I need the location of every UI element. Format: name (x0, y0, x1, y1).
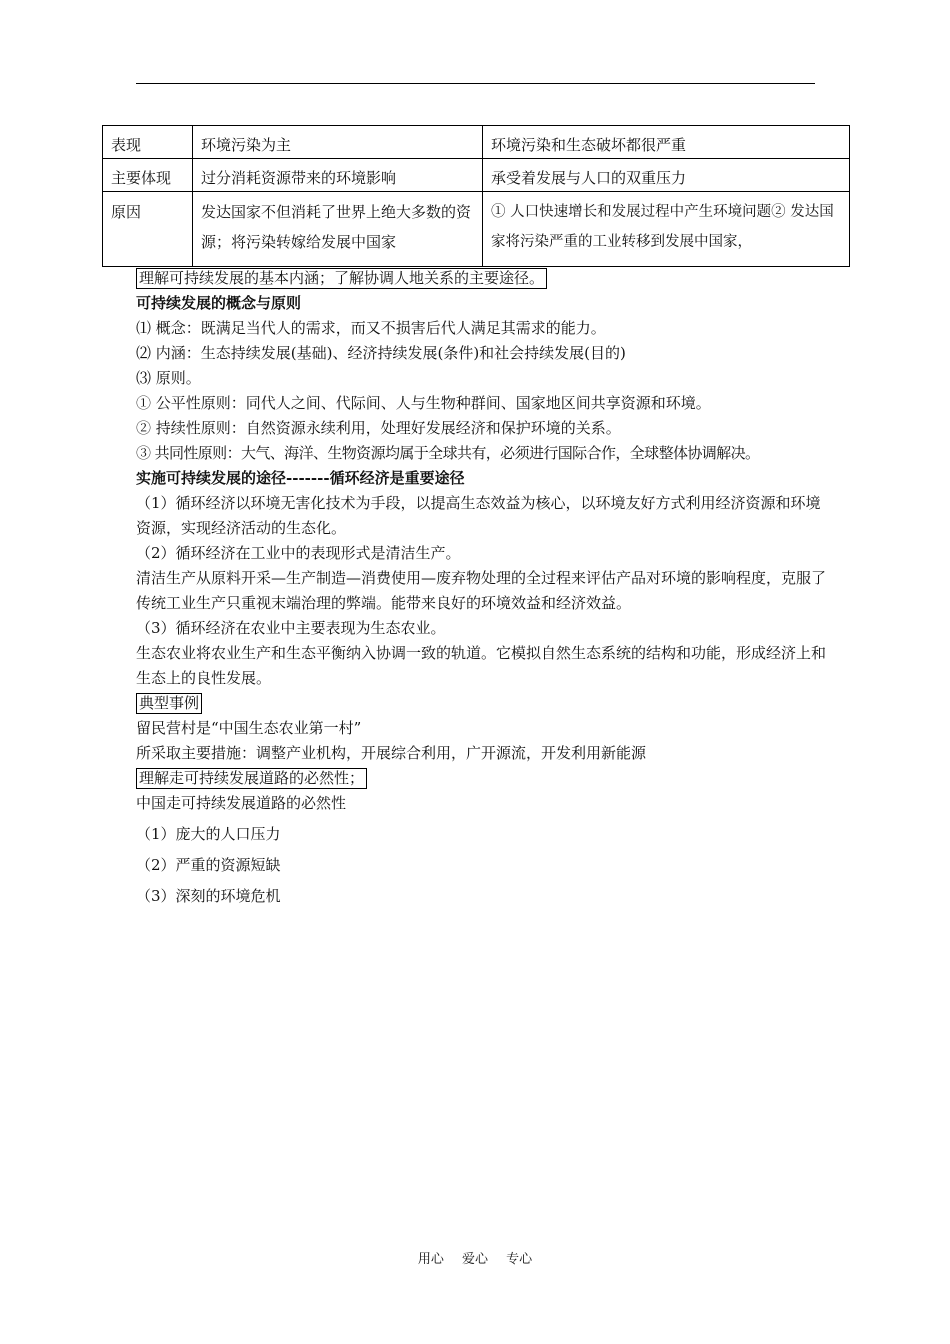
table-cell: 环境污染和生态破坏都很严重 (483, 126, 850, 159)
table-cell: ① 人口快速增长和发展过程中产生环境问题② 发达国家将污染严重的工业转移到发展中国家， (483, 192, 850, 267)
line: （2）循环经济在工业中的表现形式是清洁生产。 (136, 544, 461, 562)
line (136, 766, 826, 791)
table-cell: 原因 (103, 192, 193, 267)
line: ⑶ 原则。 (136, 369, 201, 387)
line: ② 持续性原则：自然资源永续利用，处理好发展经济和保护环境的关系。 (136, 419, 621, 437)
list-item: （2）严重的资源短缺 (136, 856, 281, 874)
section-heading: 可持续发展的概念与原则 (136, 294, 302, 312)
table-cell: 环境污染为主 (193, 126, 483, 159)
list-item: （1）庞大的人口压力 (136, 825, 281, 843)
header-rule (136, 83, 815, 84)
document-body (136, 266, 826, 909)
table-row (103, 192, 850, 267)
table-cell: 主要体现 (103, 159, 193, 192)
line: ⑵ 内涵：生态持续发展(基础)、经济持续发展(条件)和社会持续发展(目的) (136, 344, 626, 362)
table-cell: 过分消耗资源带来的环境影响 (193, 159, 483, 192)
boxed-heading: 理解可持续发展的基本内涵；了解协调人地关系的主要途径。 (136, 268, 547, 289)
comparison-table (102, 125, 850, 267)
table-row (103, 159, 850, 192)
boxed-heading: 理解走可持续发展道路的必然性； (136, 768, 367, 789)
list-item: （3）深刻的环境危机 (136, 887, 281, 905)
line (136, 691, 826, 716)
line: 所采取主要措施：调整产业机构，开展综合利用，广开源流，开发利用新能源 (136, 744, 647, 762)
line: 中国走可持续发展道路的必然性 (136, 794, 347, 812)
paragraph: 清洁生产从原料开采—生产制造—消费使用—废弃物处理的全过程来评估产品对环境的影响程度，克服了传统工业生产只重视末端治理的弊端。能带来良好的环境效益和经济效益。 (136, 569, 827, 612)
section-heading: 实施可持续发展的途径-------循环经济是重要途径 (136, 469, 465, 487)
page-footer: 用心 爱心 专心 (417, 1252, 533, 1267)
paragraph: （1）循环经济以环境无害化技术为手段，以提高生态效益为核心，以环境友好方式利用经济资源和环境资源，实现经济活动的生态化。 (136, 494, 821, 537)
table-row (103, 126, 850, 159)
line: 留民营村是“中国生态农业第一村” (136, 719, 362, 737)
line: （3）循环经济在农业中主要表现为生态农业。 (136, 619, 446, 637)
table-cell: 承受着发展与人口的双重压力 (483, 159, 850, 192)
line (136, 266, 826, 291)
table-cell: 表现 (103, 126, 193, 159)
paragraph: 生态农业将农业生产和生态平衡纳入协调一致的轨道。它模拟自然生态系统的结构和功能，形成经济上和生态上的良性发展。 (136, 644, 827, 687)
boxed-heading: 典型事例 (136, 693, 202, 714)
line: ⑴ 概念：既满足当代人的需求，而又不损害后代人满足其需求的能力。 (136, 319, 606, 337)
table-cell: 发达国家不但消耗了世界上绝大多数的资源；将污染转嫁给发展中国家 (193, 192, 483, 267)
line: ① 公平性原则：同代人之间、代际间、人与生物种群间、国家地区间共享资源和环境。 (136, 394, 711, 412)
line: ③ 共同性原则：大气、海洋、生物资源均属于全球共有，必须进行国际合作，全球整体协调解决。 (136, 444, 760, 462)
